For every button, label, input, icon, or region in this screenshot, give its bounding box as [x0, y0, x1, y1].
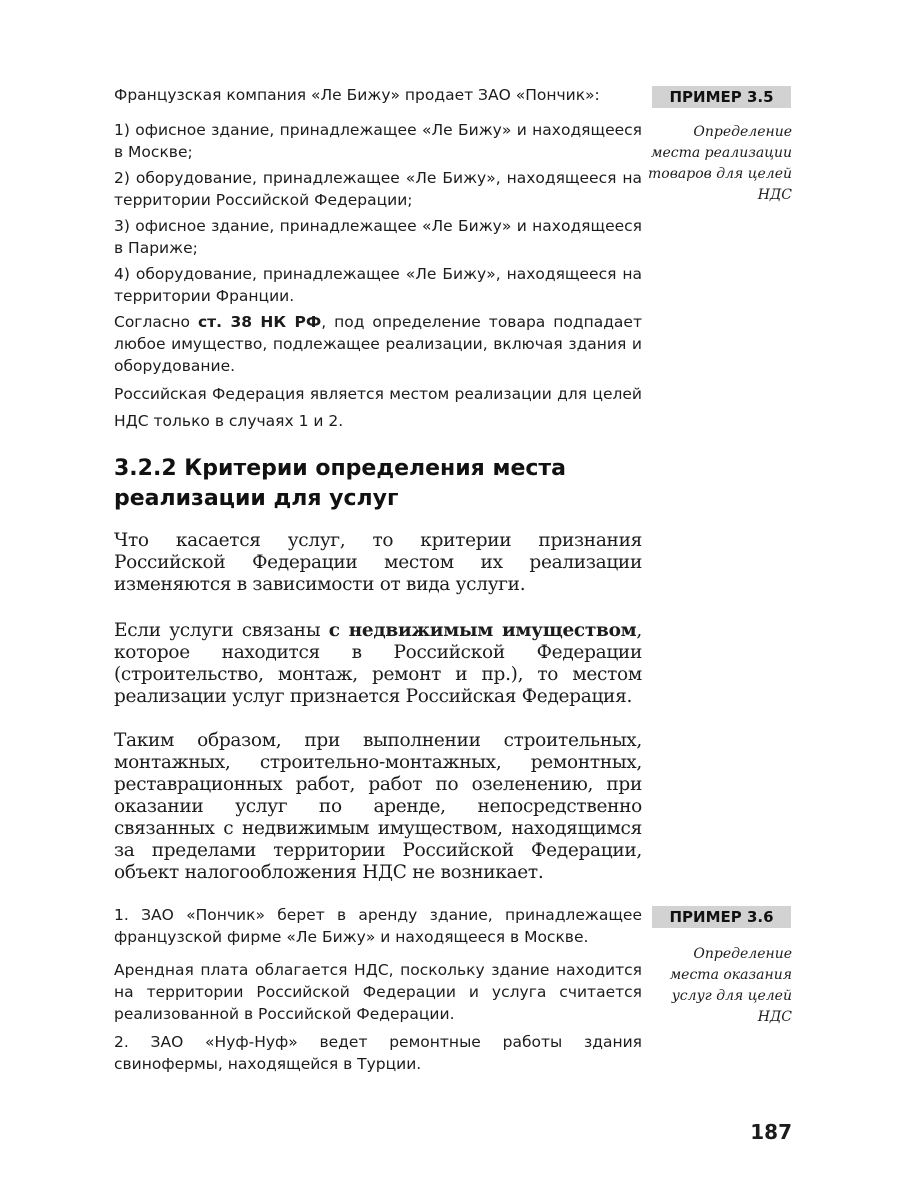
- example-item-1: 1) офисное здание, принадлежащее «Ле Бижу» и находящееся в Москве;: [114, 121, 642, 161]
- example-3-5-text: [114, 84, 642, 439]
- example-label-3-5: ПРИМЕР 3.5: [652, 86, 791, 108]
- example-item-2: 2) оборудование, принадлежащее «Ле Бижу», находящееся на территории Российской Федерации;: [114, 169, 642, 209]
- body-paragraph-2: Если услуги связаны с недвижимым имуществом, которое находится в Российской Федерации (строительство, монтаж, ремонт и пр.), то местом реализации услуг признается Российская Федерация.: [114, 620, 643, 707]
- example-caption-3-6: Определение места оказания услуг для целей НДС: [669, 946, 792, 1025]
- body-paragraph-1: Что касается услуг, то критерии признания Российской Федерации местом их реализации изменяются в зависимости от вида услуги.: [114, 530, 642, 595]
- real-estate-emphasis: с недвижимым имуществом: [328, 620, 637, 641]
- section-heading: 3.2.2 Критерии определения места реализации для услуг: [114, 456, 566, 511]
- example-label-3-6: ПРИМЕР 3.6: [652, 906, 791, 928]
- example-item-4: 4) оборудование, принадлежащее «Ле Бижу», находящееся на территории Франции.: [114, 265, 642, 305]
- example-3-6-text: [114, 904, 642, 1079]
- example-caption-3-5: Определение места реализации товаров для целей НДС: [648, 124, 792, 203]
- example-intro: Французская компания «Ле Бижу» продает ЗАО «Пончик»:: [114, 86, 600, 104]
- example-conclusion: Российская Федерация является местом реализации для целей НДС только в случаях 1 и 2.: [114, 385, 642, 430]
- example-2-item-1: 1. ЗАО «Пончик» берет в аренду здание, принадлежащее французской фирме «Ле Бижу» и находящееся в Москве.: [114, 906, 642, 946]
- example-item-3: 3) офисное здание, принадлежащее «Ле Бижу» и находящееся в Париже;: [114, 217, 642, 257]
- example-note: Согласно ст. 38 НК РФ, под определение товара подпадает любое имущество, подлежащее реализации, включая здания и оборудование.: [114, 313, 642, 375]
- body-paragraph-3: Таким образом, при выполнении строительных, монтажных, строительно-монтажных, ремонтных, реставрационных работ, работ по озеленению, при оказании услуг по аренде, непосредственно связанных с недвижимым имуществом, находящимся за пределами территории Российской Федерации, объект налогообложения НДС не возникает.: [114, 730, 642, 883]
- law-reference: ст. 38 НК РФ: [197, 313, 322, 331]
- page-number: 187: [750, 1120, 792, 1144]
- example-2-item-1-note: Арендная плата облагается НДС, поскольку здание находится на территории Российской Федерации и услуга считается реализованной в Российской Федерации.: [114, 961, 642, 1023]
- example-2-item-2: 2. ЗАО «Нуф-Нуф» ведет ремонтные работы здания свинофермы, находящейся в Турции.: [114, 1033, 642, 1073]
